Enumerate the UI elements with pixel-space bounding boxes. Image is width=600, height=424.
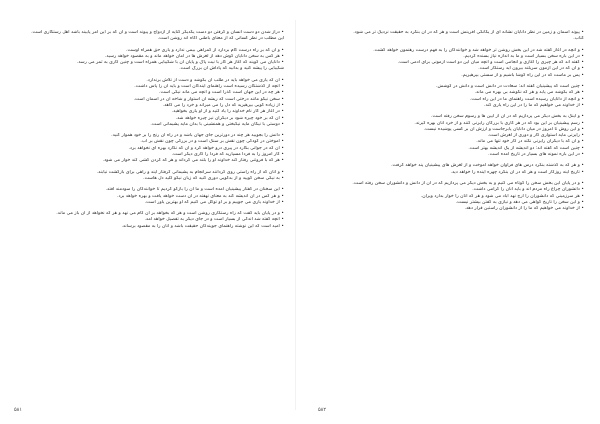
text-line: • از زیاده گویی بپرهیزید که دل را می میراند و خرد را می کاهد. [162,102,284,108]
paragraph [312,84,584,109]
text-line: • دراز شدن دو دست انسان و گرفتن دو دست یکدیگر کنایه از ازدواج و پیوند است و آن که بر این امر پایبند باشد اهل رستگاری است. [31,30,284,35]
paragraph [12,211,284,230]
text-line: • پس بر ماست که در این راه کوشا باشیم و از سستی بپرهیزیم. [461,72,584,78]
text-line: • آن که یاری می خواهد باید در طلب آن بکوشد و دست از تلاش برندارد. [146,77,284,83]
paragraph [12,187,284,206]
text-line: کتاب. [573,36,584,42]
text-line: • و این سخن را تاریخ گواهی می دهد و نیازی به گفتن بیشتر نیست. [455,199,584,205]
page-gutter [295,20,296,410]
left-page-number: ۵۸۱ [14,407,23,413]
text-line: • رایزنی مایه استواری کار و دوری از لغزش است. [487,133,584,139]
paragraph [12,78,284,128]
text-line: • در این باره سخن بسیار است و ما به اندازه نیاز بسنده کردیم. [463,53,584,59]
text-line: • آموختن در کودکی چون نقش بر سنگ است و در بزرگی چون نقش بر آب. [140,139,284,145]
text-line: • رسم پیشینیان بر این بود که در هر کاری با بزرگان رایزنی کنند و از خرد آنان بهره گیرند. [414,120,584,126]
text-line: • و در پایان این بخش سخن را کوتاه می کنیم و به بخش دیگر می پردازیم که در آن از دانش و دانشوران سخن رفته است. [352,180,584,186]
paragraph [12,170,284,183]
text-line: • تاریخ آینه روزگار است و هر که در آن بنگرد چهره آینده را خواهد دید. [450,169,584,175]
text-line: • این سخنان در گفتار پیشینیان آمده است و ما آن را بازگو کردیم تا خوانندگان را سودمند افتد. [105,187,284,193]
text-line: • آنچه گفته شد اندکی از بسیار است و در جای دیگر به تفصیل خواهد آمد. [144,217,284,223]
text-line: • کار امروز را به فردا مسپارید که فردا را کاری دیگر است. [171,152,284,158]
text-line: • پیوند آسمان و زمین در نظر دانایان نشانه ای از یگانگی آفرینش است و هر که در آن بنگرد به حقیقت نزدیک تر می شود. [353,30,584,35]
text-line: • آن که در جوانی بکارد در پیری درو خواهد کرد و آن که نکارد بهره ای نخواهد برد. [128,145,284,151]
paragraph [312,114,584,158]
text-line: • و اینک به بخش دیگر می پردازیم که در آن از آیین ها و رسوم سخن رفته است. [431,114,584,120]
text-line: • و آنچه از دانایان رسیده است راهنمای ما در این راه است. [469,96,584,102]
text-line: • هر کس به سخن دانایان گوش دهد از لغزش ها در امان خواهد ماند و به مقصود خواهد رسید. [104,53,284,59]
paragraph [12,133,284,164]
text-line: این مطلب در نظر کسانی که از معنای باطنی آگاه اند روشن است. [157,36,284,42]
text-line: • چنین است که گفته اند: دو اندیشه از یک اندیشه بهتر است. [468,145,584,151]
right-page [312,30,584,398]
paragraph [312,163,584,176]
text-line: • از خداوند می خواهیم که ما را در این راه یاری کند. [484,102,584,108]
text-line: • آن که بر خود چیره شود بر دیگران نیز چیره خواهد شد. [175,115,284,121]
left-page [12,30,284,398]
text-line: • و آن که با دیگران رایزنی نکند در کار خود تنها می ماند. [476,139,584,145]
text-line: • گفته اند که هر چیزی را آغازی و انجامی است و آنچه میان این دو است آزمونی برای آدمی است. [397,60,584,66]
text-line: • امید است که این نوشته راهنمای جویندگان حقیقت باشد و آنان را به مقصود برساند. [121,223,284,229]
text-line: • هر که با فروتنی رفتار کند خداوند او را بلند می گرداند و هر که گردن کشی کند خوار می شود. [102,158,284,164]
paragraph [312,30,584,43]
text-line: • سخن نیکو مانند درختی است که ریشه آن استوار و شاخه آن در آسمان است. [133,96,284,102]
text-line: • و آن که بر راه درست گام بردارد از گمراهی بیمی ندارد و یاری حق همراه اوست. [126,47,284,53]
text-line: • هر که بکوشد می یابد و هر که نکوشد بی بهره می ماند. [474,90,584,96]
text-line: • و در پایان باید گفت که راه رستگاری روشن است و هر که بخواهد بر آن گام می نهد و هر که نخواهد از آن باز می ماند. [56,211,284,217]
text-line: • دانش را بجویید هر چند در دورترین جای جهان باشد و در راه آن رنج را بر خود هموار کنید. [111,133,284,139]
text-line: • هر سرزمینی که دانشوران را ارج نهد آباد می شود و هر که آنان را خوار بدارد ویران. [420,193,584,199]
text-line: • و این روش تا امروز در میان دانایان پابرجاست و ارزش آن بر کسی پوشیده نیست. [423,126,584,132]
text-line: • از خداوند می خواهیم که ما را از دانشوران راستین قرار دهد. [464,206,584,212]
text-line: • در این باره نمونه های بسیار در تاریخ آمده است. [488,152,584,158]
text-line: • چنین است که پیشینیان گفته اند: سعادت در دانش است و دانش در کوشش. [436,84,584,90]
text-line: • از خداوند یاری می جوییم و بر او توکل می کنیم که او بهترین یاور است. [144,199,284,205]
text-line: • و آنان که از راه راستی روی گردانند سرانجام به پشیمانی گرفتار آیند و راهی برای بازگشت نیابند. [96,169,284,175]
text-line: • و آنچه در آغاز گفته شد در این بخش روشن تر خواهد شد و خوانندگان را به فهم درست رهنمون خواهد گشت. [373,47,584,53]
text-line: • دانشوران چراغ راه مردم اند و باید آنان را گرامی داشت. [472,187,584,193]
text-line: • و هر که به گذشته بنگرد درس های فراوان خواهد آموخت و از لغزش های پیشینیان پند خواهد گرفت. [391,163,584,169]
text-line: • و آن که در این آزمون سربلند بیرون آید رستگار است. [478,66,584,72]
text-line: • در آغاز هر کار نام خداوند را یاد کنید و از او یاری بخواهید. [171,109,284,115]
paragraph [312,48,584,79]
paragraph [12,48,284,73]
text-line: • آنچه از گذشتگان رسیده است راهنمای آیندگان است و باید آن را پاس داشت. [134,84,284,90]
right-page-number: ۵۸۲ [318,407,327,413]
paragraph [12,30,284,43]
text-line: • دانایان می گویند که آغاز هر کار با نیت پاک و پایان آن با شکیبایی همراه است و چنین کاری به ثمر می رسد. [76,60,284,66]
text-line: • و هر کس در آن اندیشه کند به معنای نهفته در آن دست خواهد یافت و بهره خواهد برد. [117,193,284,199]
text-line: شکیبایی را پیشه کنید و بدانید که پاداش آن بزرگ است. [179,66,284,72]
text-line: • به نیکی سخن گویید و از بدگویی دوری کنید که زبان نیکو کلید دل هاست. [143,175,284,181]
text-line: • هر چه در این جهان است گذرا است و آنچه می ماند نیکی است. [159,90,284,96]
paragraph [312,181,584,212]
text-line: • دوستی با نیکان مایه نیکبختی و همنشینی با بدان مایه پشیمانی است. [150,121,284,127]
